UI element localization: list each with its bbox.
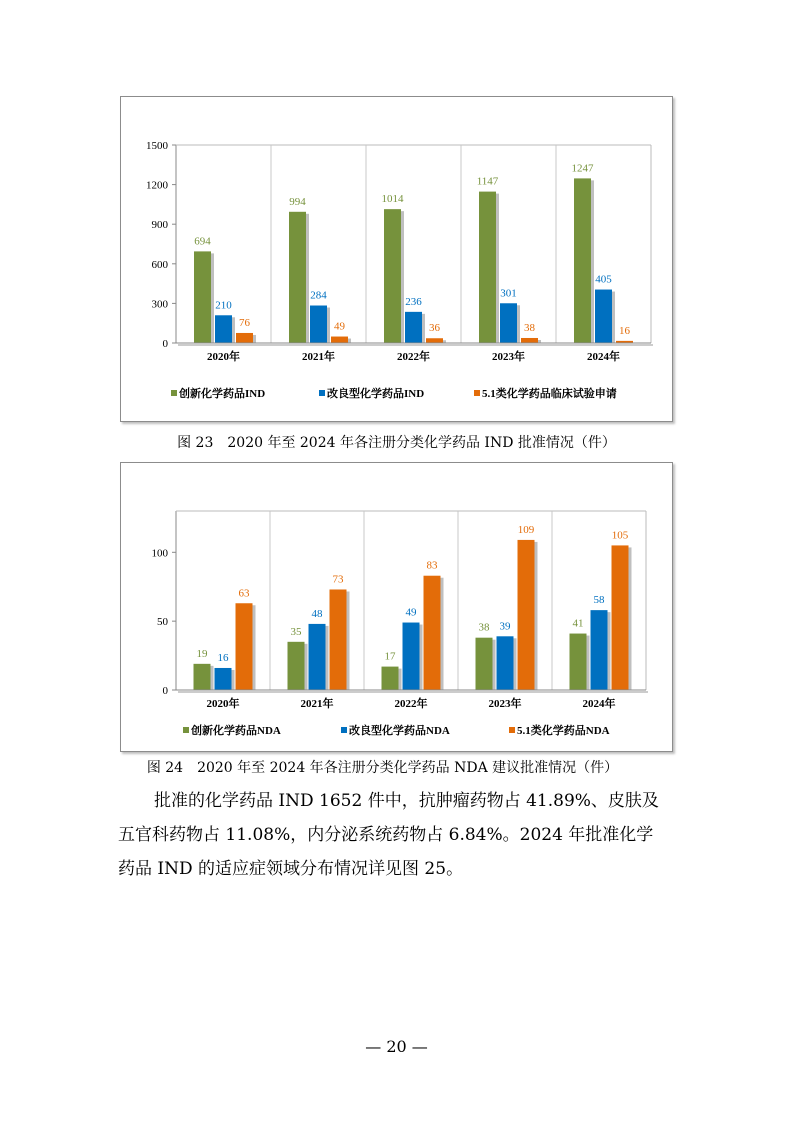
y-tick-label: 100 (151, 547, 168, 560)
bar-2-5 (591, 610, 608, 690)
bar-3-1 (236, 333, 253, 343)
bar-value-label: 1014 (381, 193, 404, 206)
bar-value-label: 73 (332, 573, 344, 586)
bar-1-3 (382, 667, 399, 690)
bar-1-4 (479, 192, 496, 343)
figure-24-caption: 图 24 2020 年至 2024 年各注册分类化学药品 NDA 建议批准情况（件） (146, 760, 619, 776)
bar-value-label: 83 (426, 559, 438, 572)
bar-value-label: 210 (215, 299, 232, 312)
legend-label-1: 创新化学药品NDA (191, 725, 281, 737)
bar-value-label: 76 (239, 316, 250, 329)
bar-3-2 (330, 589, 347, 690)
x-tick-label: 2020年 (207, 351, 240, 363)
bar-value-label: 49 (405, 606, 417, 619)
bar-1-4 (476, 638, 493, 690)
bar-value-label: 105 (611, 529, 629, 542)
bar-2-4 (497, 636, 514, 690)
y-tick-label: 300 (151, 298, 168, 311)
x-tick-label: 2024年 (587, 351, 620, 363)
figure-23-caption: 图 23 2020 年至 2024 年各注册分类化学药品 IND 批准情况（件） (177, 435, 616, 451)
bar-value-label: 35 (290, 625, 302, 638)
bar-value-label: 694 (194, 235, 211, 248)
bar-3-4 (518, 540, 535, 690)
bar-value-label: 36 (429, 322, 440, 335)
figure-24-nda-chart (120, 462, 673, 752)
x-tick-label: 2024年 (582, 698, 616, 710)
bar-3-2 (331, 337, 348, 343)
bar-2-3 (403, 623, 420, 690)
bar-1-3 (384, 209, 401, 343)
bar-value-label: 284 (310, 289, 327, 302)
x-tick-label: 2020年 (206, 698, 240, 710)
y-tick-label: 600 (151, 258, 168, 271)
bar-3-3 (424, 576, 441, 690)
bar-value-label: 1147 (476, 175, 499, 188)
legend-swatch-2 (341, 727, 347, 733)
bar-value-label: 236 (405, 295, 422, 308)
legend-swatch-2 (319, 390, 325, 396)
figure-23-ind-chart (120, 96, 673, 422)
bar-value-label: 63 (238, 587, 250, 600)
chart-svg-nda (121, 463, 674, 753)
bar-1-2 (288, 642, 305, 690)
legend-label-2: 改良型化学药品NDA (349, 725, 450, 737)
bar-1-2 (289, 212, 306, 343)
legend-swatch-1 (171, 390, 177, 396)
bar-2-3 (405, 312, 422, 343)
bar-1-1 (194, 251, 211, 343)
bar-1-5 (570, 634, 587, 690)
y-tick-label: 1200 (146, 179, 168, 192)
page-number: — 20 — (365, 1037, 428, 1056)
bar-value-label: 58 (593, 594, 605, 607)
bar-value-label: 301 (500, 287, 517, 300)
bar-value-label: 17 (384, 650, 396, 663)
chart-svg-ind (121, 97, 674, 423)
x-tick-label: 2022年 (394, 698, 428, 710)
legend-swatch-3 (509, 727, 515, 733)
bar-value-label: 48 (311, 607, 323, 620)
x-tick-label: 2021年 (300, 698, 334, 710)
legend-swatch-1 (183, 727, 189, 733)
legend-label-3: 5.1类化学药品临床试验申请 (482, 388, 617, 400)
bar-2-2 (309, 624, 326, 690)
legend-swatch-3 (474, 390, 480, 396)
legend-label-1: 创新化学药品IND (179, 388, 266, 400)
bar-2-5 (595, 290, 612, 343)
bar-1-5 (574, 178, 591, 343)
bar-value-label: 1247 (571, 162, 594, 175)
bar-2-1 (215, 668, 232, 690)
x-tick-label: 2023年 (492, 351, 525, 363)
x-tick-label: 2022年 (397, 351, 430, 363)
x-tick-label: 2021年 (302, 351, 335, 363)
bar-3-5 (612, 545, 629, 690)
bar-value-label: 109 (517, 523, 535, 536)
body-paragraph-line-3: 药品 IND 的适应症领域分布情况详见图 25。 (118, 859, 464, 879)
body-paragraph-line-2: 五官科药物占 11.08%，内分泌系统药物占 6.84%。2024 年批准化学 (118, 825, 654, 845)
bar-value-label: 16 (619, 324, 630, 337)
bar-value-label: 39 (499, 620, 511, 633)
y-tick-label: 900 (151, 219, 168, 232)
bar-value-label: 49 (334, 320, 345, 333)
bar-3-4 (521, 338, 538, 343)
bar-value-label: 405 (595, 273, 612, 286)
y-tick-label: 50 (157, 616, 168, 629)
bar-2-4 (500, 303, 517, 343)
bar-value-label: 38 (524, 321, 535, 334)
bar-2-2 (310, 306, 327, 343)
y-tick-label: 0 (162, 685, 168, 697)
bar-value-label: 994 (289, 195, 306, 208)
bar-value-label: 19 (196, 647, 208, 660)
legend-label-2: 改良型化学药品IND (327, 388, 425, 400)
body-paragraph-line-1: 批准的化学药品 IND 1652 件中，抗肿瘤药物占 41.89%、皮肤及 (154, 791, 659, 811)
x-tick-label: 2023年 (488, 698, 522, 710)
legend-label-3: 5.1类化学药品NDA (517, 725, 610, 737)
y-tick-label: 0 (162, 338, 168, 350)
bar-value-label: 38 (478, 621, 490, 634)
bar-3-1 (236, 603, 253, 690)
bar-1-1 (194, 664, 211, 690)
bar-value-label: 16 (217, 651, 229, 664)
bar-3-3 (426, 338, 443, 343)
bar-2-1 (215, 315, 232, 343)
y-tick-label: 1500 (146, 140, 168, 152)
bar-value-label: 41 (572, 617, 584, 630)
